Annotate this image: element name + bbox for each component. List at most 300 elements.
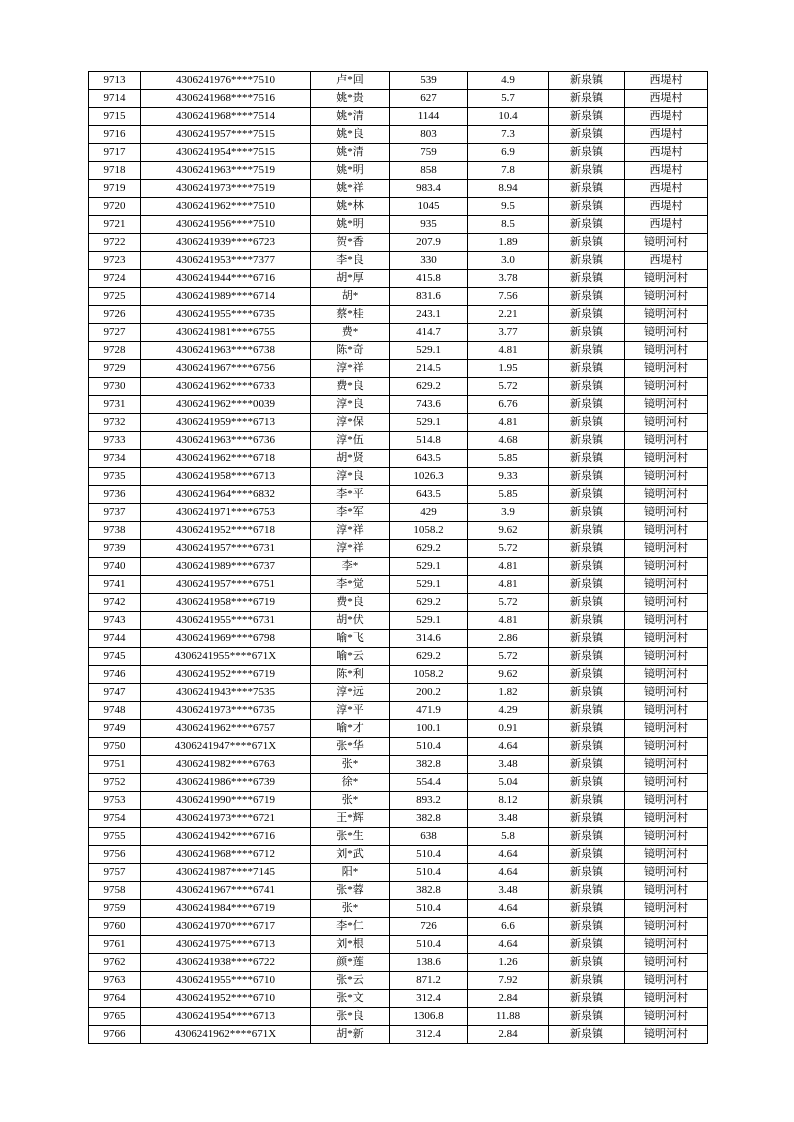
serial-number-cell: 9743 (89, 612, 141, 630)
rate-cell: 9.33 (468, 468, 549, 486)
id-number-cell: 4306241956****7510 (141, 216, 311, 234)
name-cell: 姚*贵 (311, 90, 390, 108)
village-cell: 镜明河村 (625, 522, 708, 540)
id-number-cell: 4306241973****7519 (141, 180, 311, 198)
table-row (89, 846, 708, 864)
rate-cell: 5.72 (468, 594, 549, 612)
town-cell: 新泉镇 (549, 828, 625, 846)
name-cell: 蔡*桂 (311, 306, 390, 324)
name-cell: 淳*远 (311, 684, 390, 702)
town-cell: 新泉镇 (549, 774, 625, 792)
name-cell: 张*蓉 (311, 882, 390, 900)
name-cell: 李*良 (311, 252, 390, 270)
table-row (89, 756, 708, 774)
amount-cell: 529.1 (390, 414, 468, 432)
town-cell: 新泉镇 (549, 288, 625, 306)
table-row (89, 108, 708, 126)
name-cell: 张*良 (311, 1008, 390, 1026)
name-cell: 喻*云 (311, 648, 390, 666)
village-cell: 镜明河村 (625, 882, 708, 900)
rate-cell: 3.48 (468, 810, 549, 828)
amount-cell: 510.4 (390, 900, 468, 918)
rate-cell: 2.84 (468, 1026, 549, 1044)
table-row (89, 486, 708, 504)
name-cell: 胡*贤 (311, 450, 390, 468)
village-cell: 镜明河村 (625, 378, 708, 396)
serial-number-cell: 9750 (89, 738, 141, 756)
village-cell: 镜明河村 (625, 702, 708, 720)
serial-number-cell: 9761 (89, 936, 141, 954)
id-number-cell: 4306241964****6832 (141, 486, 311, 504)
name-cell: 胡*伏 (311, 612, 390, 630)
table-row (89, 666, 708, 684)
rate-cell: 4.81 (468, 414, 549, 432)
serial-number-cell: 9752 (89, 774, 141, 792)
id-number-cell: 4306241955****671X (141, 648, 311, 666)
amount-cell: 200.2 (390, 684, 468, 702)
town-cell: 新泉镇 (549, 162, 625, 180)
rate-cell: 4.81 (468, 576, 549, 594)
table-row (89, 900, 708, 918)
name-cell: 费* (311, 324, 390, 342)
amount-cell: 243.1 (390, 306, 468, 324)
village-cell: 镜明河村 (625, 666, 708, 684)
rate-cell: 7.3 (468, 126, 549, 144)
village-cell: 镜明河村 (625, 774, 708, 792)
serial-number-cell: 9734 (89, 450, 141, 468)
serial-number-cell: 9740 (89, 558, 141, 576)
amount-cell: 983.4 (390, 180, 468, 198)
serial-number-cell: 9715 (89, 108, 141, 126)
serial-number-cell: 9717 (89, 144, 141, 162)
rate-cell: 4.64 (468, 846, 549, 864)
id-number-cell: 4306241987****7145 (141, 864, 311, 882)
table-row (89, 972, 708, 990)
amount-cell: 312.4 (390, 990, 468, 1008)
town-cell: 新泉镇 (549, 900, 625, 918)
id-number-cell: 4306241967****6756 (141, 360, 311, 378)
id-number-cell: 4306241982****6763 (141, 756, 311, 774)
village-cell: 镜明河村 (625, 990, 708, 1008)
rate-cell: 5.85 (468, 486, 549, 504)
id-number-cell: 4306241989****6737 (141, 558, 311, 576)
name-cell: 张* (311, 900, 390, 918)
town-cell: 新泉镇 (549, 576, 625, 594)
name-cell: 张*文 (311, 990, 390, 1008)
town-cell: 新泉镇 (549, 864, 625, 882)
rate-cell: 10.4 (468, 108, 549, 126)
village-cell: 西堤村 (625, 72, 708, 90)
rate-cell: 1.82 (468, 684, 549, 702)
town-cell: 新泉镇 (549, 918, 625, 936)
amount-cell: 382.8 (390, 756, 468, 774)
village-cell: 镜明河村 (625, 918, 708, 936)
amount-cell: 803 (390, 126, 468, 144)
amount-cell: 1058.2 (390, 666, 468, 684)
id-number-cell: 4306241957****7515 (141, 126, 311, 144)
id-number-cell: 4306241953****7377 (141, 252, 311, 270)
name-cell: 胡*厚 (311, 270, 390, 288)
serial-number-cell: 9732 (89, 414, 141, 432)
id-number-cell: 4306241970****6717 (141, 918, 311, 936)
rate-cell: 11.88 (468, 1008, 549, 1026)
rate-cell: 4.81 (468, 342, 549, 360)
rate-cell: 5.04 (468, 774, 549, 792)
name-cell: 王*辉 (311, 810, 390, 828)
serial-number-cell: 9714 (89, 90, 141, 108)
name-cell: 李*平 (311, 486, 390, 504)
id-number-cell: 4306241947****671X (141, 738, 311, 756)
village-cell: 镜明河村 (625, 738, 708, 756)
rate-cell: 5.72 (468, 378, 549, 396)
serial-number-cell: 9754 (89, 810, 141, 828)
amount-cell: 554.4 (390, 774, 468, 792)
rate-cell: 2.84 (468, 990, 549, 1008)
village-cell: 西堤村 (625, 252, 708, 270)
table-row (89, 576, 708, 594)
rate-cell: 6.9 (468, 144, 549, 162)
serial-number-cell: 9763 (89, 972, 141, 990)
amount-cell: 643.5 (390, 486, 468, 504)
id-number-cell: 4306241957****6731 (141, 540, 311, 558)
rate-cell: 9.62 (468, 522, 549, 540)
name-cell: 张*云 (311, 972, 390, 990)
rate-cell: 3.77 (468, 324, 549, 342)
name-cell: 陈*奇 (311, 342, 390, 360)
town-cell: 新泉镇 (549, 414, 625, 432)
id-number-cell: 4306241962****7510 (141, 198, 311, 216)
table-row (89, 1008, 708, 1026)
town-cell: 新泉镇 (549, 378, 625, 396)
id-number-cell: 4306241962****6733 (141, 378, 311, 396)
village-cell: 镜明河村 (625, 756, 708, 774)
amount-cell: 529.1 (390, 342, 468, 360)
table-row (89, 936, 708, 954)
town-cell: 新泉镇 (549, 522, 625, 540)
name-cell: 胡*新 (311, 1026, 390, 1044)
town-cell: 新泉镇 (549, 126, 625, 144)
town-cell: 新泉镇 (549, 558, 625, 576)
village-cell: 镜明河村 (625, 504, 708, 522)
table-row (89, 612, 708, 630)
id-number-cell: 4306241976****7510 (141, 72, 311, 90)
name-cell: 张*华 (311, 738, 390, 756)
amount-cell: 629.2 (390, 594, 468, 612)
table-row (89, 90, 708, 108)
serial-number-cell: 9758 (89, 882, 141, 900)
name-cell: 李*仁 (311, 918, 390, 936)
town-cell: 新泉镇 (549, 882, 625, 900)
amount-cell: 510.4 (390, 936, 468, 954)
name-cell: 姚*祥 (311, 180, 390, 198)
serial-number-cell: 9723 (89, 252, 141, 270)
village-cell: 西堤村 (625, 216, 708, 234)
name-cell: 费*良 (311, 594, 390, 612)
name-cell: 淳*良 (311, 396, 390, 414)
village-cell: 镜明河村 (625, 1008, 708, 1026)
name-cell: 姚*明 (311, 162, 390, 180)
town-cell: 新泉镇 (549, 738, 625, 756)
id-number-cell: 4306241990****6719 (141, 792, 311, 810)
amount-cell: 382.8 (390, 810, 468, 828)
amount-cell: 726 (390, 918, 468, 936)
id-number-cell: 4306241958****6713 (141, 468, 311, 486)
village-cell: 西堤村 (625, 198, 708, 216)
town-cell: 新泉镇 (549, 72, 625, 90)
serial-number-cell: 9721 (89, 216, 141, 234)
town-cell: 新泉镇 (549, 846, 625, 864)
serial-number-cell: 9728 (89, 342, 141, 360)
serial-number-cell: 9756 (89, 846, 141, 864)
amount-cell: 382.8 (390, 882, 468, 900)
id-number-cell: 4306241944****6716 (141, 270, 311, 288)
amount-cell: 415.8 (390, 270, 468, 288)
rate-cell: 7.8 (468, 162, 549, 180)
amount-cell: 510.4 (390, 738, 468, 756)
rate-cell: 6.6 (468, 918, 549, 936)
name-cell: 喻*飞 (311, 630, 390, 648)
id-number-cell: 4306241968****7516 (141, 90, 311, 108)
id-number-cell: 4306241943****7535 (141, 684, 311, 702)
town-cell: 新泉镇 (549, 720, 625, 738)
id-number-cell: 4306241954****6713 (141, 1008, 311, 1026)
table-row (89, 468, 708, 486)
serial-number-cell: 9736 (89, 486, 141, 504)
rate-cell: 5.7 (468, 90, 549, 108)
town-cell: 新泉镇 (549, 756, 625, 774)
town-cell: 新泉镇 (549, 468, 625, 486)
id-number-cell: 4306241989****6714 (141, 288, 311, 306)
table-row (89, 126, 708, 144)
name-cell: 姚*林 (311, 198, 390, 216)
id-number-cell: 4306241952****6718 (141, 522, 311, 540)
town-cell: 新泉镇 (549, 90, 625, 108)
town-cell: 新泉镇 (549, 702, 625, 720)
amount-cell: 831.6 (390, 288, 468, 306)
table-row (89, 918, 708, 936)
table-row (89, 162, 708, 180)
name-cell: 淳*伍 (311, 432, 390, 450)
table-row (89, 306, 708, 324)
id-number-cell: 4306241975****6713 (141, 936, 311, 954)
town-cell: 新泉镇 (549, 612, 625, 630)
serial-number-cell: 9733 (89, 432, 141, 450)
serial-number-cell: 9724 (89, 270, 141, 288)
amount-cell: 529.1 (390, 558, 468, 576)
id-number-cell: 4306241973****6721 (141, 810, 311, 828)
rate-cell: 3.48 (468, 882, 549, 900)
amount-cell: 207.9 (390, 234, 468, 252)
id-number-cell: 4306241954****7515 (141, 144, 311, 162)
amount-cell: 627 (390, 90, 468, 108)
rate-cell: 5.72 (468, 540, 549, 558)
village-cell: 西堤村 (625, 108, 708, 126)
id-number-cell: 4306241952****6710 (141, 990, 311, 1008)
rate-cell: 4.81 (468, 558, 549, 576)
serial-number-cell: 9713 (89, 72, 141, 90)
serial-number-cell: 9741 (89, 576, 141, 594)
name-cell: 李*军 (311, 504, 390, 522)
amount-cell: 539 (390, 72, 468, 90)
id-number-cell: 4306241939****6723 (141, 234, 311, 252)
serial-number-cell: 9737 (89, 504, 141, 522)
town-cell: 新泉镇 (549, 270, 625, 288)
village-cell: 镜明河村 (625, 414, 708, 432)
table-row (89, 990, 708, 1008)
town-cell: 新泉镇 (549, 108, 625, 126)
rate-cell: 4.64 (468, 936, 549, 954)
serial-number-cell: 9729 (89, 360, 141, 378)
amount-cell: 514.8 (390, 432, 468, 450)
town-cell: 新泉镇 (549, 954, 625, 972)
name-cell: 淳*平 (311, 702, 390, 720)
table-row (89, 792, 708, 810)
serial-number-cell: 9718 (89, 162, 141, 180)
serial-number-cell: 9727 (89, 324, 141, 342)
rate-cell: 3.9 (468, 504, 549, 522)
village-cell: 镜明河村 (625, 1026, 708, 1044)
amount-cell: 314.6 (390, 630, 468, 648)
amount-cell: 1144 (390, 108, 468, 126)
id-number-cell: 4306241963****6736 (141, 432, 311, 450)
amount-cell: 893.2 (390, 792, 468, 810)
village-cell: 镜明河村 (625, 432, 708, 450)
serial-number-cell: 9749 (89, 720, 141, 738)
rate-cell: 5.85 (468, 450, 549, 468)
amount-cell: 871.2 (390, 972, 468, 990)
table-row (89, 882, 708, 900)
amount-cell: 629.2 (390, 540, 468, 558)
rate-cell: 0.91 (468, 720, 549, 738)
id-number-cell: 4306241958****6719 (141, 594, 311, 612)
table-row (89, 450, 708, 468)
village-cell: 西堤村 (625, 90, 708, 108)
table-row (89, 504, 708, 522)
village-cell: 镜明河村 (625, 864, 708, 882)
table-row (89, 558, 708, 576)
id-number-cell: 4306241971****6753 (141, 504, 311, 522)
rate-cell: 4.64 (468, 900, 549, 918)
name-cell: 颜*莲 (311, 954, 390, 972)
rate-cell: 4.29 (468, 702, 549, 720)
town-cell: 新泉镇 (549, 504, 625, 522)
id-number-cell: 4306241955****6735 (141, 306, 311, 324)
table-row (89, 828, 708, 846)
table-row (89, 774, 708, 792)
serial-number-cell: 9716 (89, 126, 141, 144)
serial-number-cell: 9739 (89, 540, 141, 558)
table-row (89, 180, 708, 198)
name-cell: 陈*利 (311, 666, 390, 684)
table-row (89, 288, 708, 306)
rate-cell: 5.8 (468, 828, 549, 846)
village-cell: 镜明河村 (625, 234, 708, 252)
rate-cell: 4.9 (468, 72, 549, 90)
town-cell: 新泉镇 (549, 432, 625, 450)
id-number-cell: 4306241955****6731 (141, 612, 311, 630)
rate-cell: 4.64 (468, 738, 549, 756)
serial-number-cell: 9760 (89, 918, 141, 936)
serial-number-cell: 9757 (89, 864, 141, 882)
rate-cell: 4.68 (468, 432, 549, 450)
town-cell: 新泉镇 (549, 180, 625, 198)
id-number-cell: 4306241962****671X (141, 1026, 311, 1044)
town-cell: 新泉镇 (549, 684, 625, 702)
table-row (89, 648, 708, 666)
amount-cell: 529.1 (390, 576, 468, 594)
id-number-cell: 4306241973****6735 (141, 702, 311, 720)
table-row (89, 594, 708, 612)
table-row (89, 432, 708, 450)
amount-cell: 638 (390, 828, 468, 846)
table-row (89, 864, 708, 882)
id-number-cell: 4306241938****6722 (141, 954, 311, 972)
id-number-cell: 4306241963****7519 (141, 162, 311, 180)
village-cell: 镜明河村 (625, 648, 708, 666)
amount-cell: 510.4 (390, 864, 468, 882)
rate-cell: 1.89 (468, 234, 549, 252)
table-body (89, 72, 708, 1044)
id-number-cell: 4306241962****6718 (141, 450, 311, 468)
amount-cell: 429 (390, 504, 468, 522)
serial-number-cell: 9753 (89, 792, 141, 810)
town-cell: 新泉镇 (549, 324, 625, 342)
town-cell: 新泉镇 (549, 486, 625, 504)
amount-cell: 629.2 (390, 378, 468, 396)
rate-cell: 2.86 (468, 630, 549, 648)
id-number-cell: 4306241962****6757 (141, 720, 311, 738)
village-cell: 镜明河村 (625, 900, 708, 918)
town-cell: 新泉镇 (549, 396, 625, 414)
town-cell: 新泉镇 (549, 450, 625, 468)
amount-cell: 510.4 (390, 846, 468, 864)
table-row (89, 684, 708, 702)
table-row (89, 540, 708, 558)
village-cell: 镜明河村 (625, 540, 708, 558)
id-number-cell: 4306241962****0039 (141, 396, 311, 414)
serial-number-cell: 9766 (89, 1026, 141, 1044)
rate-cell: 1.95 (468, 360, 549, 378)
table-row (89, 270, 708, 288)
serial-number-cell: 9759 (89, 900, 141, 918)
rate-cell: 3.0 (468, 252, 549, 270)
serial-number-cell: 9735 (89, 468, 141, 486)
town-cell: 新泉镇 (549, 342, 625, 360)
amount-cell: 1058.2 (390, 522, 468, 540)
id-number-cell: 4306241984****6719 (141, 900, 311, 918)
name-cell: 张* (311, 792, 390, 810)
town-cell: 新泉镇 (549, 252, 625, 270)
name-cell: 阳* (311, 864, 390, 882)
village-cell: 镜明河村 (625, 720, 708, 738)
id-number-cell: 4306241942****6716 (141, 828, 311, 846)
table-row (89, 396, 708, 414)
name-cell: 姚*明 (311, 216, 390, 234)
rate-cell: 3.48 (468, 756, 549, 774)
rate-cell: 4.64 (468, 864, 549, 882)
village-cell: 镜明河村 (625, 810, 708, 828)
name-cell: 刘*根 (311, 936, 390, 954)
village-cell: 镜明河村 (625, 846, 708, 864)
table-row (89, 216, 708, 234)
village-cell: 镜明河村 (625, 792, 708, 810)
town-cell: 新泉镇 (549, 990, 625, 1008)
serial-number-cell: 9748 (89, 702, 141, 720)
amount-cell: 935 (390, 216, 468, 234)
serial-number-cell: 9720 (89, 198, 141, 216)
name-cell: 费*良 (311, 378, 390, 396)
name-cell: 淳*良 (311, 468, 390, 486)
